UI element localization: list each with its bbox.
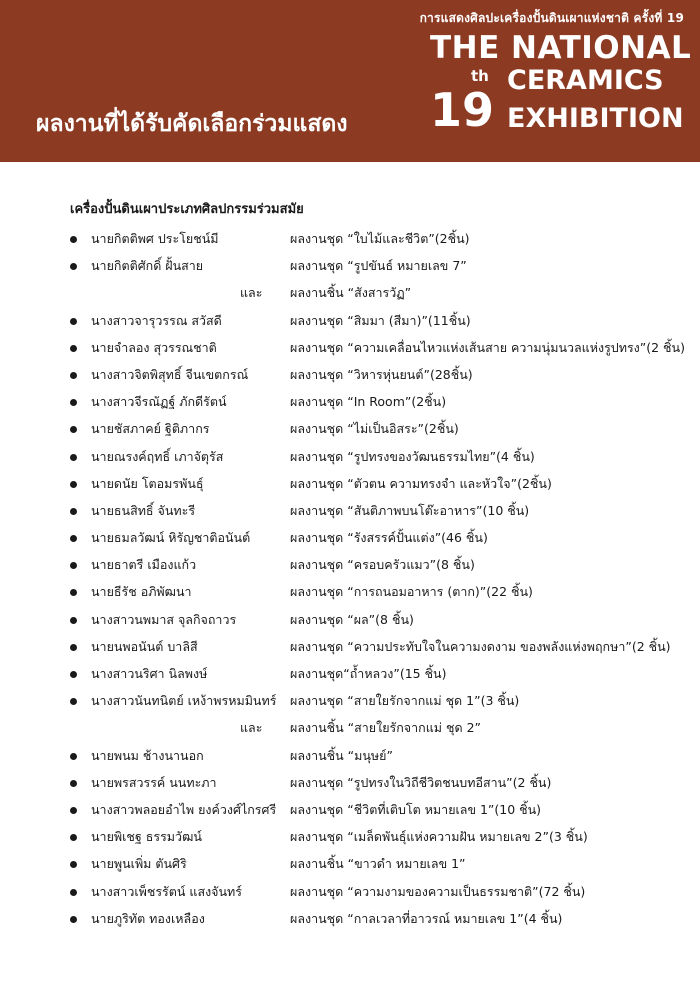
bullet-icon [70, 589, 77, 596]
bullet-icon [70, 236, 77, 243]
list-item [0, 693, 700, 720]
artist-name: นายธาตรี เมืองแก้ว [91, 557, 197, 573]
list-item [0, 775, 700, 802]
list-item [0, 231, 700, 258]
work-title: ผลงานชุด “ความประทับใจในความงดงาม ของพลังแห่งพฤกษา”(2 ชิ้น) [290, 638, 671, 654]
bullet-icon [70, 698, 77, 705]
list-item [0, 530, 700, 557]
list-item [0, 748, 700, 775]
work-title: ผลงานชุด “สายใยรักจากแม่ ชุด 1”(3 ชิ้น) [290, 693, 520, 709]
work-title: ผลงานชุด “ครอบครัวแมว”(8 ชิ้น) [290, 557, 475, 573]
work-title: ผลงานชิ้น “มนุษย์” [290, 747, 393, 763]
work-title: ผลงานชุด “ความเคลื่อนไหวแห่งเส้นสาย ความนุ่มนวลแห่งรูปทรง”(2 ชิ้น) [290, 339, 685, 355]
list-item [0, 911, 700, 938]
list-item [0, 340, 700, 367]
work-title: ผลงานชุด “รูปทรงในวิถีชีวิตชนบทอีสาน”(2 ชิ้น) [290, 774, 552, 790]
bullet-icon [70, 916, 77, 923]
ordinal-suffix: th [471, 67, 489, 85]
work-title: ผลงานชุด “สิมมา (สีมา)”(11ชิ้น) [290, 312, 471, 328]
work-title: ผลงานชุด “ผล”(8 ชิ้น) [290, 611, 414, 627]
work-title: ผลงานชิ้น “สังสารวัฏ” [290, 285, 412, 301]
bullet-icon [70, 644, 77, 651]
artist-name: นางสาวจีรณัฏฐ์ ภักดีรัตน์ [91, 394, 227, 410]
artist-name: นายกิตติพศ ประโยชน์มี [91, 231, 219, 246]
exhibition-title-line1: THE NATIONAL [430, 30, 692, 66]
list-item [0, 666, 700, 693]
work-title: ผลงานชุด “ความงามของความเป็นธรรมชาติ”(72 ชิ้น) [290, 883, 586, 899]
work-title: ผลงานชุด “ไม่เป็นอิสระ”(2ชิ้น) [290, 421, 459, 437]
artist-name: นางสาวนพมาส จุลกิจถาวร [91, 611, 237, 627]
artist-name: นายพรสวรรค์ นนทะภา [91, 774, 217, 790]
bullet-icon [70, 861, 77, 868]
work-title: ผลงานชุด “กาลเวลาที่อาวรณ์ หมายเลข 1”(4 ชิ้น) [290, 910, 563, 926]
artist-name: นางสาวจารุวรรณ สวัสดี [91, 312, 222, 328]
bullet-icon [70, 372, 77, 379]
bullet-icon [70, 562, 77, 569]
exhibition-thai-title: การแสดงศิลปะเครื่องปั้นดินเผาแห่งชาติ ครั้งที่ 19 [419, 11, 684, 25]
artist-name: นางสาวจิตพิสุทธิ์ จีนเขตกรณ์ [91, 366, 249, 382]
bullet-icon [70, 889, 77, 896]
artist-name: นายจำลอง สุวรรณชาติ [91, 339, 217, 355]
bullet-icon [70, 481, 77, 488]
bullet-icon [70, 834, 77, 841]
bullet-icon [70, 671, 77, 678]
artist-name: นางสาวพลอยอำไพ ยงค์วงศ์ไกรศรี [91, 801, 277, 817]
work-title: ผลงานชุด “รูปทรงของวัฒนธรรมไทย”(4 ชิ้น) [290, 448, 535, 464]
artist-name: นายธนสิทธิ์ จันทะรี [91, 502, 196, 518]
exhibition-title-line2: CERAMICS [507, 65, 664, 96]
artist-name: นางสาวเพ็ชรรัตน์ แสงจันทร์ [91, 883, 243, 899]
artist-name: นายธีรัช อภิพัฒนา [91, 584, 192, 600]
list-item [0, 285, 700, 312]
artist-name: นายพูนเพิ่ม ตันศิริ [91, 856, 187, 872]
work-title: ผลงานชุด “รังสรรค์ปั้นแต่ง”(46 ชิ้น) [290, 530, 488, 546]
bullet-icon [70, 535, 77, 542]
work-title: ผลงานชุด “ชีวิตที่เติบโต หมายเลข 1”(10 ชิ้น) [290, 801, 542, 817]
edition-number: 19 [430, 83, 495, 137]
work-title: ผลงานชุด “In Room”(2ชิ้น) [290, 394, 447, 410]
artist-name: นายกิตติศักดิ์ ฝั้นสาย [91, 258, 204, 274]
bullet-icon [70, 454, 77, 461]
and-connector: และ [240, 720, 263, 736]
work-title: ผลงานชุด“ถ้ำหลวง”(15 ชิ้น) [290, 666, 447, 681]
and-connector: และ [240, 285, 263, 301]
work-title: ผลงานชิ้น “สายใยรักจากแม่ ชุด 2” [290, 720, 481, 736]
bullet-icon [70, 318, 77, 325]
artist-name: นายนพอนันต์ บาลิสี [91, 638, 198, 654]
work-title: ผลงานชุด “ตัวตน ความทรงจำ และหัวใจ”(2ชิ้น) [290, 475, 552, 491]
work-title: ผลงานชิ้น “ขาวดำ หมายเลข 1” [290, 856, 466, 872]
list-item [0, 421, 700, 448]
work-title: ผลงานชุด “เมล็ดพันธุ์แห่งความฝัน หมายเลข 2”(3 ชิ้น) [290, 829, 588, 845]
exhibition-title-line3: EXHIBITION [507, 103, 684, 134]
artist-name: นายพิเชฐ ธรรมวัฒน์ [91, 829, 202, 845]
bullet-icon [70, 399, 77, 406]
list-item [0, 476, 700, 503]
work-title: ผลงานชุด “ใบไม้และชีวิต”(2ชิ้น) [290, 231, 470, 246]
artist-name: นายชัสภาคย์ ฐิติภากร [91, 421, 210, 437]
entries-list [0, 231, 700, 938]
page-header [0, 0, 700, 162]
artist-name: นายดนัย โตอมรพันธุ์ [91, 475, 204, 491]
list-item [0, 884, 700, 911]
list-item [0, 313, 700, 340]
list-item [0, 367, 700, 394]
bullet-icon [70, 426, 77, 433]
list-item [0, 639, 700, 666]
list-item [0, 612, 700, 639]
bullet-icon [70, 753, 77, 760]
artist-name: นายพนม ช้างนานอก [91, 747, 204, 763]
list-item [0, 856, 700, 883]
list-item [0, 394, 700, 421]
work-title: ผลงานชุด “วิหารหุ่นยนต์”(28ชิ้น) [290, 366, 473, 382]
bullet-icon [70, 508, 77, 515]
list-item [0, 829, 700, 856]
work-title: ผลงานชุด “สันติภาพบนโต๊ะอาหาร”(10 ชิ้น) [290, 502, 530, 518]
list-item [0, 557, 700, 584]
artist-name: นางสาวนันทนิตย์ เหง้าพรหมมินทร์ [91, 693, 277, 709]
selected-works-heading: ผลงานที่ได้รับคัดเลือกร่วมแสดง [36, 111, 348, 137]
list-item [0, 802, 700, 829]
bullet-icon [70, 263, 77, 270]
list-item [0, 503, 700, 530]
section-title: เครื่องปั้นดินเผาประเภทศิลปกรรมร่วมสมัย [70, 202, 304, 217]
bullet-icon [70, 780, 77, 787]
bullet-icon [70, 617, 77, 624]
list-item [0, 449, 700, 476]
artist-name: นายณรงค์ฤทธิ์ เภาจัตุรัส [91, 448, 224, 464]
artist-name: นางสาวนริศา นิลพงษ์ [91, 666, 208, 681]
bullet-icon [70, 807, 77, 814]
bullet-icon [70, 345, 77, 352]
artist-name: นายภูริทัต ทองเหลือง [91, 910, 205, 926]
list-item [0, 720, 700, 747]
artist-name: นายธมลวัฒน์ หิรัญชาติอนันต์ [91, 530, 251, 546]
content-area [0, 162, 700, 938]
work-title: ผลงานชุด “รูปขันธ์ หมายเลข 7” [290, 258, 467, 274]
list-item [0, 258, 700, 285]
work-title: ผลงานชุด “การถนอมอาหาร (ตาก)”(22 ชิ้น) [290, 584, 533, 600]
list-item [0, 584, 700, 611]
